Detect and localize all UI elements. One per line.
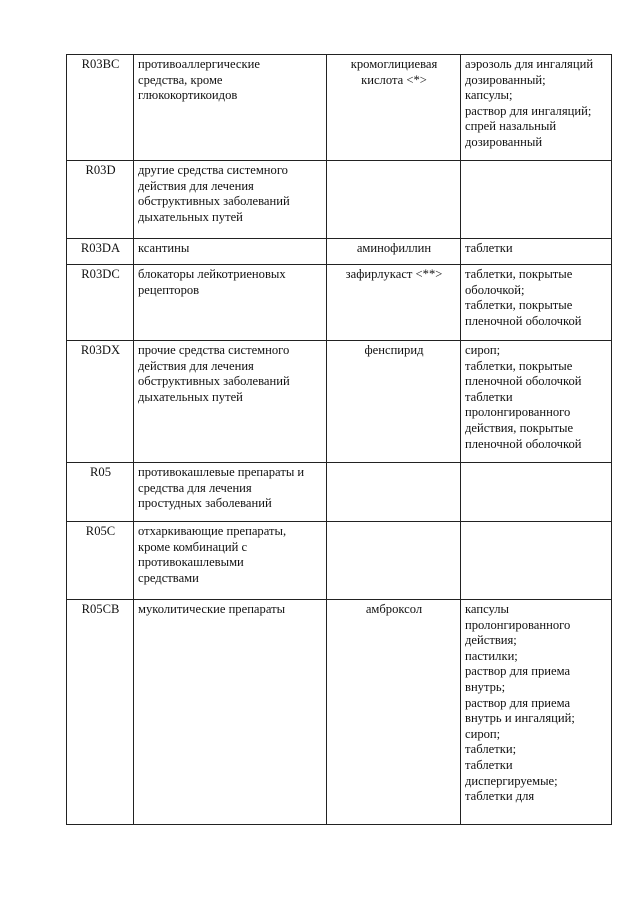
group-name-line: прочие средства системного [138, 343, 290, 357]
group-name-line: блокаторы лейкотриеновых [138, 267, 286, 281]
dosage-form-cell [461, 522, 612, 600]
table-row [67, 161, 612, 239]
dosage-form-line: раствор для приема [465, 695, 571, 710]
group-name-line: средствами [138, 570, 199, 585]
group-name-line: дыхательных путей [138, 389, 243, 404]
atc-code-cell [67, 55, 134, 161]
table-row [67, 239, 612, 265]
group-name-line: обструктивных заболеваний [138, 374, 290, 389]
dosage-form-cell [461, 600, 612, 825]
atc-code-cell [67, 522, 134, 600]
dosage-form-line: раствор для ингаляций; [465, 103, 592, 118]
group-name-line: средства, кроме [138, 72, 223, 87]
dosage-form-line: спрей назальный [465, 119, 557, 134]
dosage-form-line: диспергируемые; [465, 773, 558, 788]
dosage-form-line: дозированный [465, 134, 543, 149]
dosage-form-line: пастилки; [465, 648, 518, 663]
atc-code: R03DA [80, 241, 121, 255]
drug-name-line: кромоглициевая [350, 57, 438, 71]
group-name-line: глюкокортикоидов [138, 88, 238, 103]
table-row [67, 55, 612, 161]
drug-name-cell [327, 341, 461, 463]
group-name-line: действия для лечения [138, 178, 254, 193]
drug-name-cell [327, 600, 461, 825]
dosage-form-line: таблетки, покрытые [465, 298, 573, 313]
drug-name-cell [327, 161, 461, 239]
dosage-form-line: аэрозоль для ингаляций [465, 57, 594, 71]
table-body [67, 55, 612, 825]
group-name-cell [134, 600, 327, 825]
table-row [67, 463, 612, 522]
atc-code-cell [67, 341, 134, 463]
atc-code: R05C [85, 524, 116, 538]
group-name-line: простудных заболеваний [138, 496, 272, 511]
group-name-cell [134, 239, 327, 265]
dosage-form-cell [461, 55, 612, 161]
group-name-line: противокашлевые препараты и [138, 465, 305, 479]
atc-code: R03BC [81, 57, 120, 71]
drug-name-line: аминофиллин [356, 241, 432, 255]
group-name-line: обструктивных заболеваний [138, 194, 290, 209]
dosage-form-cell [461, 341, 612, 463]
dosage-form-line: таблетки, покрытые [465, 267, 573, 281]
dosage-form-line: пролонгированного [465, 405, 571, 420]
dosage-form-cell [461, 239, 612, 265]
dosage-form-cell [461, 161, 612, 239]
drug-name-line: фенспирид [364, 343, 424, 357]
group-name-line: противоаллергические [138, 57, 260, 71]
dosage-form-line: капсулы [465, 602, 510, 616]
atc-code-cell [67, 463, 134, 522]
drug-classification-table [66, 54, 612, 825]
dosage-form-cell [461, 463, 612, 522]
dosage-form-line: таблетки [465, 389, 513, 404]
drug-name-cell [327, 463, 461, 522]
table-row [67, 522, 612, 600]
dosage-form-line: пролонгированного [465, 617, 571, 632]
atc-code-cell [67, 161, 134, 239]
group-name-cell [134, 341, 327, 463]
group-name-cell [134, 161, 327, 239]
dosage-form-line: оболочкой; [465, 282, 525, 297]
dosage-form-line: таблетки; [465, 742, 517, 757]
dosage-form-line: сироп; [465, 343, 501, 357]
dosage-form-line: пленочной оболочкой [465, 436, 582, 451]
group-name-line: ксантины [138, 241, 190, 255]
dosage-form-line: действия; [465, 633, 517, 648]
dosage-form-line: действия, покрытые [465, 420, 574, 435]
dosage-form-line: капсулы; [465, 88, 513, 103]
drug-name-cell [327, 55, 461, 161]
group-name-cell [134, 463, 327, 522]
dosage-form-line: таблетки [465, 241, 513, 255]
drug-name-line: кислота <*> [361, 72, 427, 87]
drug-name-cell [327, 265, 461, 341]
dosage-form-line: внутрь; [465, 679, 506, 694]
group-name-line: другие средства системного [138, 163, 288, 177]
atc-code: R05 [90, 465, 111, 479]
dosage-form-line: таблетки [465, 757, 513, 772]
group-name-line: отхаркивающие препараты, [138, 524, 287, 538]
atc-code: R05CB [81, 602, 120, 616]
drug-name-cell [327, 239, 461, 265]
group-name-cell [134, 55, 327, 161]
dosage-form-line: таблетки для [465, 789, 535, 804]
group-name-line: противокашлевыми [138, 555, 244, 570]
dosage-form-line: внутрь и ингаляций; [465, 711, 575, 726]
atc-code: R03DX [80, 343, 121, 357]
atc-code-cell [67, 239, 134, 265]
group-name-line: действия для лечения [138, 358, 254, 373]
group-name-cell [134, 265, 327, 341]
group-name-line: рецепторов [138, 282, 200, 297]
atc-code: R03D [85, 163, 116, 177]
drug-name-cell [327, 522, 461, 600]
atc-code-cell [67, 600, 134, 825]
table-row [67, 600, 612, 825]
drug-name-line: зафирлукаст <**> [345, 267, 443, 281]
table-row [67, 265, 612, 341]
dosage-form-line: сироп; [465, 726, 501, 741]
group-name-line: кроме комбинаций с [138, 539, 248, 554]
atc-code: R03DC [81, 267, 120, 281]
group-name-cell [134, 522, 327, 600]
group-name-line: средства для лечения [138, 480, 252, 495]
group-name-line: дыхательных путей [138, 209, 243, 224]
drug-name-line: амброксол [365, 602, 423, 616]
dosage-form-line: пленочной оболочкой [465, 313, 582, 328]
dosage-form-line: раствор для приема [465, 664, 571, 679]
dosage-form-line: таблетки, покрытые [465, 358, 573, 373]
atc-code-cell [67, 265, 134, 341]
table-row [67, 341, 612, 463]
dosage-form-cell [461, 265, 612, 341]
dosage-form-line: дозированный; [465, 72, 546, 87]
group-name-line: муколитические препараты [138, 602, 286, 616]
dosage-form-line: пленочной оболочкой [465, 374, 582, 389]
